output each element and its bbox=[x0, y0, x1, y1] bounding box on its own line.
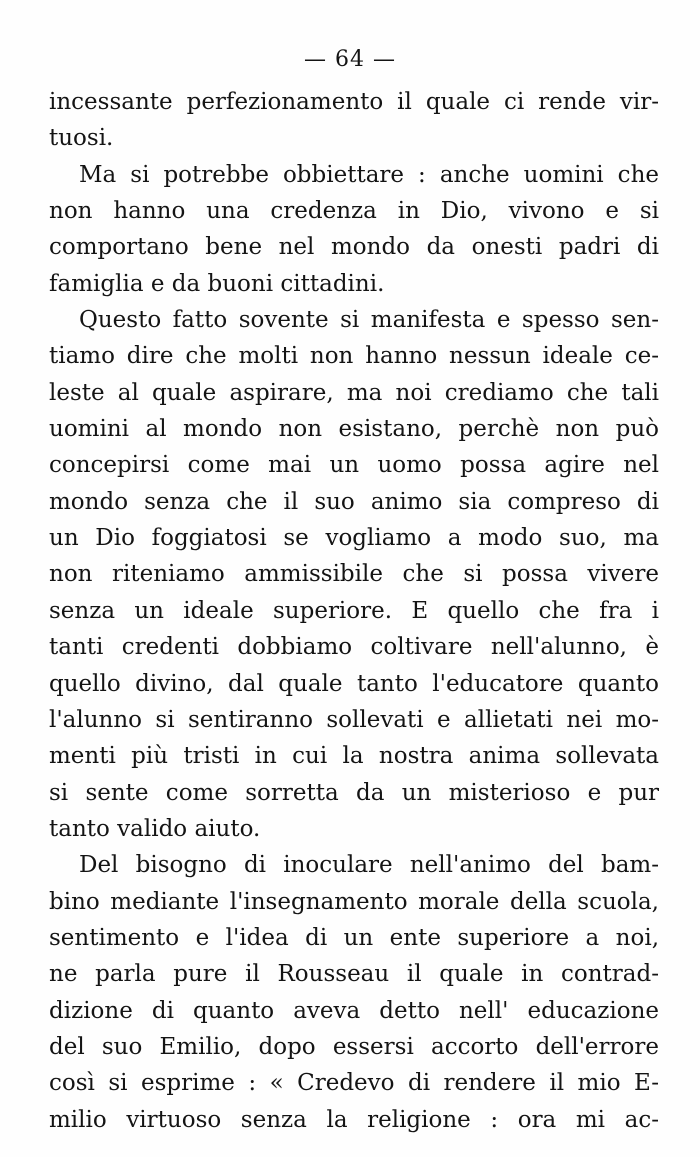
text-line: sentimento e l'idea di un ente superiore a noi, bbox=[49, 924, 659, 951]
text-line: l'alunno si sentiranno sollevati e allietati nei mo- bbox=[49, 706, 659, 733]
text-line: Del bisogno di inoculare nell'animo del bam- bbox=[79, 852, 659, 879]
text-line: Questo fatto sovente si manifesta e spesso sen- bbox=[79, 307, 659, 334]
paragraph-3 bbox=[49, 302, 659, 847]
text-line: bino mediante l'insegnamento morale della scuola, bbox=[49, 888, 659, 915]
text-line: non riteniamo ammissibile che si possa vivere bbox=[49, 561, 659, 588]
text-line: così si esprime : « Credevo di rendere il mio E- bbox=[49, 1070, 659, 1097]
text-line: concepirsi come mai un uomo possa agire nel bbox=[49, 452, 659, 479]
text-line: uomini al mondo non esistano, perchè non può bbox=[49, 416, 659, 443]
page-number: — 64 — bbox=[304, 47, 396, 72]
text-line: non hanno una credenza in Dio, vivono e si bbox=[49, 198, 659, 225]
text-line: milio virtuoso senza la religione : ora mi ac- bbox=[49, 1106, 659, 1133]
text-line: un Dio foggiatosi se vogliamo a modo suo, ma bbox=[49, 525, 659, 552]
paragraph-2 bbox=[49, 157, 659, 302]
text-line: tiamo dire che molti non hanno nessun ideale ce- bbox=[49, 343, 659, 370]
text-line: quello divino, dal quale tanto l'educatore quanto bbox=[49, 670, 659, 697]
text-line: leste al quale aspirare, ma noi crediamo che tali bbox=[49, 379, 659, 406]
text-line: incessante perfezionamento il quale ci rende vir- bbox=[49, 89, 659, 115]
text-line: tanti credenti dobbiamo coltivare nell'alunno, è bbox=[49, 634, 659, 661]
text-line: mondo senza che il suo animo sia compreso di bbox=[49, 488, 659, 515]
text-line: tanto valido aiuto. bbox=[49, 815, 261, 842]
text-line: menti più tristi in cui la nostra anima sollevata bbox=[49, 743, 659, 770]
text-line: ne parla pure il Rousseau il quale in contrad- bbox=[49, 961, 659, 988]
text-line: dizione di quanto aveva detto nell' educazione bbox=[49, 997, 659, 1024]
text-line: tuosi. bbox=[49, 125, 114, 152]
text-line: Ma si potrebbe obbiettare : anche uomini che bbox=[79, 161, 659, 188]
text-line: famiglia e da buoni cittadini. bbox=[49, 270, 385, 297]
text-line: senza un ideale superiore. E quello che fra i bbox=[49, 597, 659, 624]
text-line: comportano bene nel mondo da onesti padri di bbox=[49, 234, 659, 261]
paragraph-4 bbox=[49, 847, 659, 1138]
paragraph-1 bbox=[49, 84, 659, 157]
text-line: si sente come sorretta da un misterioso e pur bbox=[49, 779, 659, 806]
body-text bbox=[49, 84, 659, 1138]
text-line: del suo Emilio, dopo essersi accorto dell'errore bbox=[49, 1033, 659, 1060]
